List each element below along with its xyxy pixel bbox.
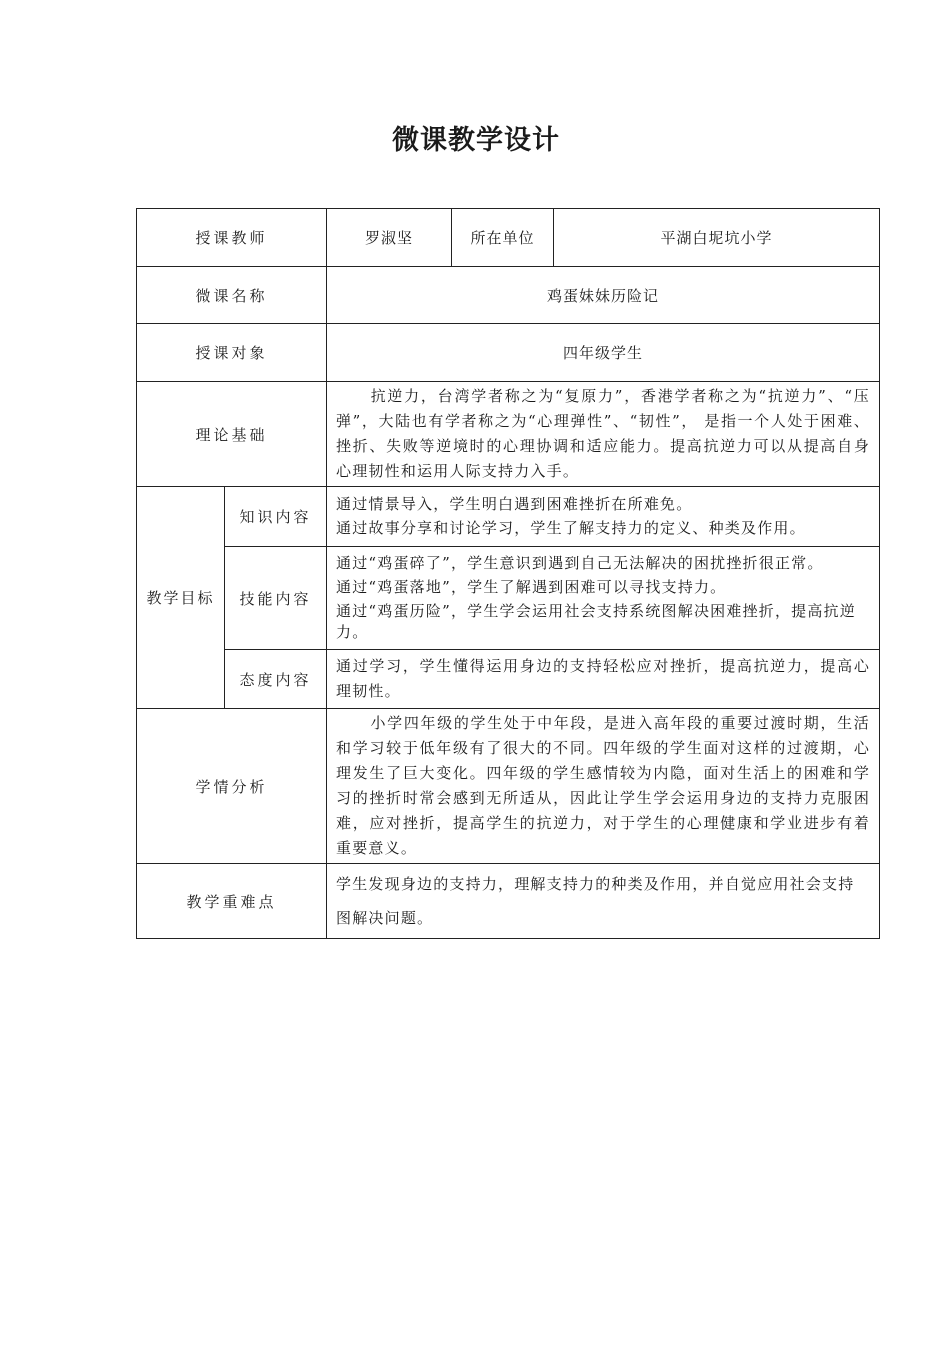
knowledge-cell — [327, 487, 880, 547]
skills-line: 通过“鸡蛋落地”，学生了解遇到困难可以寻找支持力。 — [336, 578, 727, 596]
skills-line: 通过“鸡蛋碎了”，学生意识到遇到自己无法解决的困扰挫折很正常。 — [336, 554, 824, 572]
row-audience — [137, 324, 880, 382]
keypoints-text: 学生发现身边的支持力，理解支持力的种类及作用，并自觉应用社会支持图解决问题。 — [336, 875, 855, 927]
row-course-name — [137, 267, 880, 324]
theory-label: 理论基础 — [137, 382, 327, 487]
row-teacher — [137, 209, 880, 267]
teacher-label: 授课教师 — [137, 209, 327, 267]
theory-text: 抗逆力，台湾学者称之为“复原力”，香港学者称之为“抗逆力”、“压弹”，大陆也有学者称之为“心理弹性”、“韧性”， 是指一个人处于困难、挫折、失败等逆境时的心理协调和适应能力。提高抗逆力可以从提高自身心理韧性和运用人际支持力入手。 — [336, 387, 871, 480]
knowledge-line: 通过情景导入，学生明白遇到困难挫折在所难免。 — [336, 495, 693, 513]
knowledge-line: 通过故事分享和讨论学习，学生了解支持力的定义、种类及作用。 — [336, 519, 806, 537]
skills-cell — [327, 547, 880, 650]
skills-label: 技能内容 — [225, 547, 327, 650]
keypoints-cell — [327, 864, 880, 939]
analysis-cell — [327, 709, 880, 864]
lesson-design-table — [136, 208, 880, 939]
attitude-text: 通过学习，学生懂得运用身边的支持轻松应对挫折，提高抗逆力，提高心理韧性。 — [327, 650, 880, 709]
theory-cell — [327, 382, 880, 487]
skills-line: 通过“鸡蛋历险”，学生学会运用社会支持系统图解决困难挫折，提高抗逆力。 — [336, 602, 856, 641]
goals-label: 教学目标 — [137, 487, 225, 709]
keypoints-label: 教学重难点 — [137, 864, 327, 939]
audience-label: 授课对象 — [137, 324, 327, 382]
attitude-label: 态度内容 — [225, 650, 327, 709]
unit-label: 所在单位 — [452, 209, 554, 267]
teacher-value: 罗淑坚 — [327, 209, 452, 267]
analysis-text: 小学四年级的学生处于中年段，是进入高年段的重要过渡时期，生活和学习较于低年级有了很大的不同。四年级的学生面对这样的过渡期，心理发生了巨大变化。四年级的学生感情较为内隐，面对生活上的困难和学习的挫折时常会感到无所适从，因此让学生学会运用身边的支持力克服困难，应对挫折，提高学生的抗逆力，对于学生的心理健康和学业进步有着重要意义。 — [336, 714, 871, 857]
audience-value: 四年级学生 — [327, 324, 880, 382]
row-knowledge — [137, 487, 880, 547]
unit-value: 平湖白坭坑小学 — [554, 209, 880, 267]
analysis-label: 学情分析 — [137, 709, 327, 864]
course-name-label: 微课名称 — [137, 267, 327, 324]
row-analysis — [137, 709, 880, 864]
course-name-value: 鸡蛋妹妹历险记 — [327, 267, 880, 324]
row-attitude — [137, 650, 880, 709]
row-keypoints — [137, 864, 880, 939]
row-skills — [137, 547, 880, 650]
row-theory — [137, 382, 880, 487]
knowledge-label: 知识内容 — [225, 487, 327, 547]
document-title: 微课教学设计 — [392, 125, 560, 156]
